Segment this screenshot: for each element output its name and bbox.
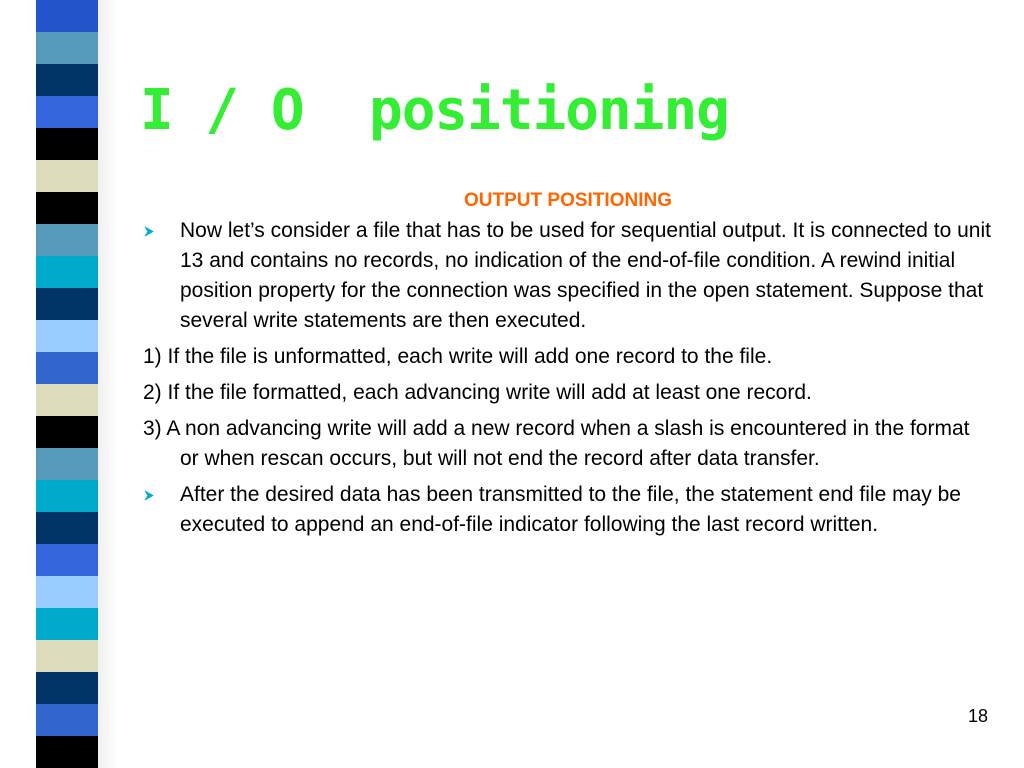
decorative-stripe-bar bbox=[0, 0, 118, 768]
stripe-bar-edge bbox=[0, 0, 36, 768]
color-stripe bbox=[36, 608, 98, 640]
subheading: OUTPUT POSITIONING bbox=[464, 190, 672, 211]
color-stripe bbox=[36, 576, 98, 608]
arrowhead-bullet-icon bbox=[143, 480, 157, 510]
color-stripe bbox=[36, 736, 98, 768]
color-stripe bbox=[36, 512, 98, 544]
slide-content bbox=[143, 186, 993, 546]
color-stripe bbox=[36, 640, 98, 672]
color-stripe bbox=[36, 352, 98, 384]
color-stripe bbox=[36, 672, 98, 704]
color-stripe bbox=[36, 128, 98, 160]
slide-title: I / O positioning bbox=[140, 78, 729, 143]
numbered-item: 2) If the file formatted, each advancing write will add at least one record. bbox=[143, 381, 812, 404]
bullet-item bbox=[143, 480, 993, 540]
color-stripe bbox=[36, 224, 98, 256]
color-stripe bbox=[36, 384, 98, 416]
color-stripe bbox=[36, 320, 98, 352]
numbered-item: 3) A non advancing write will add a new record when a slash is encountered in the format or when rescan occurs, but will not end the record after data transfer. bbox=[143, 417, 970, 470]
color-stripe bbox=[36, 416, 98, 448]
color-stripes bbox=[36, 0, 98, 768]
bullet-item bbox=[143, 216, 993, 336]
arrowhead-bullet-icon bbox=[143, 216, 157, 246]
color-stripe bbox=[36, 480, 98, 512]
color-stripe bbox=[36, 448, 98, 480]
color-stripe bbox=[36, 0, 98, 32]
color-stripe bbox=[36, 256, 98, 288]
page-number: 18 bbox=[967, 706, 988, 726]
color-stripe bbox=[36, 192, 98, 224]
color-stripe bbox=[36, 64, 98, 96]
color-stripe bbox=[36, 32, 98, 64]
color-stripe bbox=[36, 96, 98, 128]
bullet-text: After the desired data has been transmitted to the file, the statement end file may be executed to append an end-of-file indicator following the last record written. bbox=[180, 483, 961, 536]
color-stripe bbox=[36, 544, 98, 576]
stripe-shadow bbox=[98, 0, 118, 768]
color-stripe bbox=[36, 160, 98, 192]
color-stripe bbox=[36, 704, 98, 736]
color-stripe bbox=[36, 288, 98, 320]
numbered-item: 1) If the file is unformatted, each write will add one record to the file. bbox=[143, 345, 773, 368]
bullet-text: Now let’s consider a file that has to be used for sequential output. It is connected to unit 13 and contains no records, no indication of the end-of-file condition. A rewind initial position property for the connection was specified in the open statement. Suppose that several write statements are then executed. bbox=[180, 219, 991, 332]
